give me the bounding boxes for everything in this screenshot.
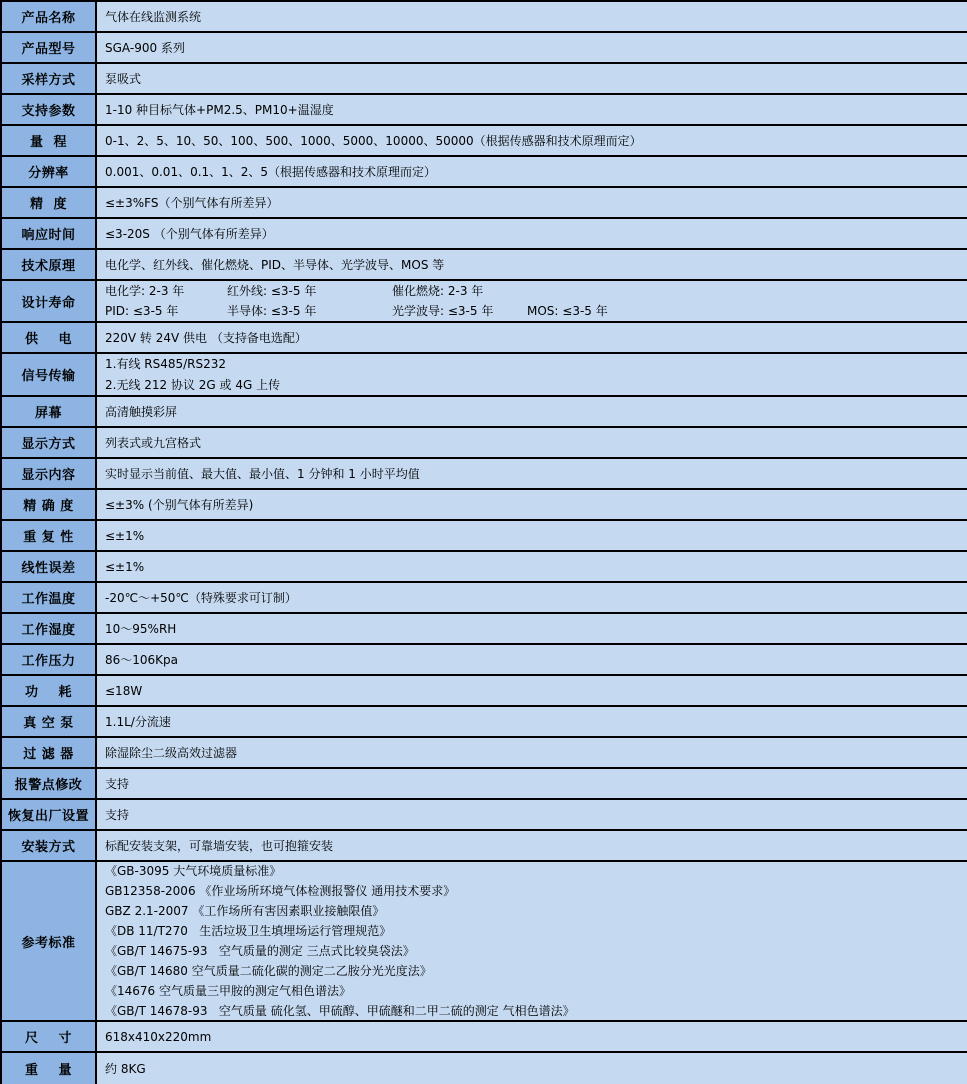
design-life-line-1 <box>105 281 959 301</box>
spec-value: 列表式或九宫格式 <box>97 428 967 457</box>
row-product-name <box>2 2 967 33</box>
spec-label: 产品型号 <box>2 33 97 62</box>
design-life-catalytic: 催化燃烧: 2-3 年 <box>392 284 484 298</box>
spec-label: 尺 寸 <box>2 1022 97 1051</box>
spec-value: 1.1L/分流速 <box>97 707 967 736</box>
spec-label: 支持参数 <box>2 95 97 124</box>
row-operating-temperature <box>2 583 967 614</box>
row-installation-method <box>2 831 967 862</box>
spec-label: 设计寿命 <box>2 281 97 321</box>
row-operating-pressure <box>2 645 967 676</box>
spec-value: ≤±1% <box>97 521 967 550</box>
row-resolution <box>2 157 967 188</box>
spec-label: 屏幕 <box>2 397 97 426</box>
spec-label: 功 耗 <box>2 676 97 705</box>
row-precision <box>2 490 967 521</box>
spec-value: 86～106Kpa <box>97 645 967 674</box>
spec-label: 线性误差 <box>2 552 97 581</box>
spec-value: ≤3-20S （个别气体有所差异） <box>97 219 967 248</box>
row-reference-standards <box>2 862 967 1022</box>
spec-label: 量 程 <box>2 126 97 155</box>
row-alarm-point-modification <box>2 769 967 800</box>
row-power-consumption <box>2 676 967 707</box>
spec-label: 过 滤 器 <box>2 738 97 767</box>
row-operating-humidity <box>2 614 967 645</box>
row-power-supply <box>2 323 967 354</box>
spec-value: 0-1、2、5、10、50、100、500、1000、5000、10000、50000（根据传感器和技术原理而定） <box>97 126 967 155</box>
row-response-time <box>2 219 967 250</box>
spec-value: ≤±3%FS（个别气体有所差异） <box>97 188 967 217</box>
spec-value: 实时显示当前值、最大值、最小值、1 分钟和 1 小时平均值 <box>97 459 967 488</box>
row-weight <box>2 1053 967 1084</box>
spec-value: 10～95%RH <box>97 614 967 643</box>
row-accuracy <box>2 188 967 219</box>
signal-wired: 1.有线 RS485/RS232 <box>105 356 227 371</box>
spec-value: 高清触摸彩屏 <box>97 397 967 426</box>
spec-value <box>97 862 967 1020</box>
spec-label: 信号传输 <box>2 354 97 395</box>
spec-label: 安装方式 <box>2 831 97 860</box>
row-measuring-range <box>2 126 967 157</box>
row-repeatability <box>2 521 967 552</box>
row-dimensions <box>2 1022 967 1053</box>
spec-label: 工作湿度 <box>2 614 97 643</box>
spec-value: 1-10 种目标气体+PM2.5、PM10+温湿度 <box>97 95 967 124</box>
design-life-electrochemical: 电化学: 2-3 年 <box>105 284 185 298</box>
spec-label: 真 空 泵 <box>2 707 97 736</box>
row-display-mode <box>2 428 967 459</box>
row-screen <box>2 397 967 428</box>
standard-line: 《GB/T 14675-93 空气质量的测定 三点式比较臭袋法》 <box>105 944 415 958</box>
spec-value: ≤±1% <box>97 552 967 581</box>
spec-label: 报警点修改 <box>2 769 97 798</box>
standard-line: GBZ 2.1-2007 《工作场所有害因素职业接触限值》 <box>105 904 385 918</box>
row-sampling-method <box>2 64 967 95</box>
standard-line: 《DB 11/T270 生活垃圾卫生填埋场运行管理规范》 <box>105 924 392 938</box>
spec-label: 分辨率 <box>2 157 97 186</box>
spec-value: -20℃～+50℃（特殊要求可订制） <box>97 583 967 612</box>
spec-label: 产品名称 <box>2 2 97 31</box>
spec-value: 泵吸式 <box>97 64 967 93</box>
design-life-infrared: 红外线: ≤3-5 年 <box>227 284 317 298</box>
spec-label: 工作压力 <box>2 645 97 674</box>
design-life-line-2 <box>105 301 959 321</box>
row-filter <box>2 738 967 769</box>
row-vacuum-pump <box>2 707 967 738</box>
spec-value: 220V 转 24V 供电 （支持备电选配） <box>97 323 967 352</box>
design-life-mos: MOS: ≤3-5 年 <box>527 304 608 318</box>
spec-label: 精 度 <box>2 188 97 217</box>
row-display-content <box>2 459 967 490</box>
spec-value: 0.001、0.01、0.1、1、2、5（根据传感器和技术原理而定） <box>97 157 967 186</box>
spec-value: ≤±3% (个别气体有所差异) <box>97 490 967 519</box>
standard-line: 《GB/T 14678-93 空气质量 硫化氢、甲硫醇、甲硫醚和二甲二硫的测定 气相色谱法》 <box>105 1004 575 1018</box>
standard-line: 《GB/T 14680 空气质量二硫化碳的测定二乙胺分光光度法》 <box>105 964 432 978</box>
design-life-optical-waveguide: 光学波导: ≤3-5 年 <box>392 304 494 318</box>
spec-value: 支持 <box>97 769 967 798</box>
spec-value: 除湿除尘二级高效过滤器 <box>97 738 967 767</box>
spec-value: 618x410x220mm <box>97 1022 967 1051</box>
spec-label: 重 量 <box>2 1053 97 1084</box>
row-design-life <box>2 281 967 323</box>
spec-label: 技术原理 <box>2 250 97 279</box>
spec-value: 标配安装支架，可靠墙安装，也可抱箍安装 <box>97 831 967 860</box>
spec-value <box>97 281 967 321</box>
spec-label: 工作温度 <box>2 583 97 612</box>
spec-value: 气体在线监测系统 <box>97 2 967 31</box>
spec-label: 重 复 性 <box>2 521 97 550</box>
spec-label: 采样方式 <box>2 64 97 93</box>
spec-label: 参考标准 <box>2 862 97 1020</box>
spec-label: 恢复出厂设置 <box>2 800 97 829</box>
spec-value: 约 8KG <box>97 1053 967 1084</box>
design-life-semiconductor: 半导体: ≤3-5 年 <box>227 304 317 318</box>
spec-value <box>97 354 967 395</box>
design-life-pid: PID: ≤3-5 年 <box>105 304 179 318</box>
spec-label: 响应时间 <box>2 219 97 248</box>
spec-label: 供 电 <box>2 323 97 352</box>
spec-label: 精 确 度 <box>2 490 97 519</box>
spec-value: ≤18W <box>97 676 967 705</box>
standard-line: 《14676 空气质量三甲胺的测定气相色谱法》 <box>105 984 351 998</box>
row-supported-parameters <box>2 95 967 126</box>
spec-value: 支持 <box>97 800 967 829</box>
spec-value: 电化学、红外线、催化燃烧、PID、半导体、光学波导、MOS 等 <box>97 250 967 279</box>
row-technical-principle <box>2 250 967 281</box>
spec-label: 显示内容 <box>2 459 97 488</box>
row-signal-transmission <box>2 354 967 397</box>
spec-value: SGA-900 系列 <box>97 33 967 62</box>
spec-label: 显示方式 <box>2 428 97 457</box>
row-linearity-error <box>2 552 967 583</box>
row-factory-reset <box>2 800 967 831</box>
signal-wireless: 2.无线 212 协议 2G 或 4G 上传 <box>105 377 281 392</box>
row-product-model <box>2 33 967 64</box>
standard-line: GB12358-2006 《作业场所环境气体检测报警仪 通用技术要求》 <box>105 884 456 898</box>
standard-line: 《GB-3095 大气环境质量标准》 <box>105 864 282 878</box>
